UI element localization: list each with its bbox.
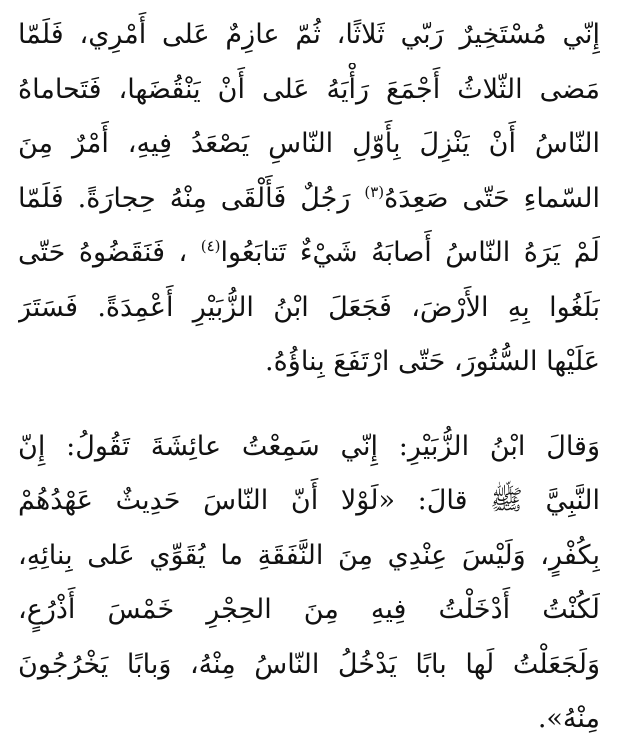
- line-text: بِكُفْرٍ، وَلَيْسَ عِنْدِي مِنَ النَّفَقَةِ ما يُقَوِّي عَلى بِنائِهِ،: [18, 539, 600, 571]
- line-text: بَلَغُوا بِهِ الأَرْضَ، فَجَعَلَ ابْنُ الزُّبَيْرِ أَعْمِدَةً. فَسَتَرَ: [18, 291, 600, 323]
- text-line: [18, 63, 600, 118]
- text-line: [18, 474, 600, 529]
- line-text: لَمْ يَرَهُ النّاسُ أَصابَهُ شَيْءٌ تَتابَعُوا: [220, 237, 600, 268]
- paragraph-1: [18, 8, 600, 390]
- footnote-marker: (٣): [364, 182, 385, 201]
- line-text: لَكُنْتُ أَدْخَلْتُ فِيهِ مِنَ الحِجْرِ خَمْسَ أَذْرُعٍ،: [18, 594, 600, 625]
- text-line: [18, 117, 600, 172]
- line-text: رَجُلٌ فَأَلْقَى مِنْهُ حِجارَةً. فَلَمّا: [18, 182, 365, 214]
- line-text: وَقالَ ابْنُ الزُّبَيْرِ: إِنّي سَمِعْتُ عائِشَةَ تَقُولُ: إِنّ: [18, 430, 600, 462]
- line-text: السّماءِ حَتّى صَعِدَهُ: [384, 182, 600, 214]
- line-text: ، فَنَقَضُوهُ حَتّى: [18, 237, 201, 268]
- line-text: مِنْهُ».: [537, 703, 600, 734]
- text-line: [18, 281, 600, 336]
- text-line: [18, 226, 600, 281]
- line-text: النَّبِيَّ ﷺ قالَ: «لَوْلا أَنّ النّاسَ حَدِيثٌ عَهْدُهُمْ: [18, 485, 600, 516]
- text-line: [18, 692, 600, 747]
- paragraph-2: [18, 420, 600, 747]
- text-line: [18, 529, 600, 584]
- line-text: عَلَيْها السُّتُورَ، حَتّى ارْتَفَعَ بِناؤُهُ.: [265, 346, 600, 377]
- line-text: النّاسُ أَنْ يَنْزِلَ بِأَوّلِ النّاسِ يَصْعَدُ فِيهِ، أَمْرٌ مِنَ: [18, 128, 600, 159]
- text-line: [18, 8, 600, 63]
- text-line: [18, 583, 600, 638]
- text-line: [18, 172, 600, 227]
- footnote-marker: (٤): [200, 237, 221, 255]
- line-text: مَضى الثّلاثُ أَجْمَعَ رَأْيَهُ عَلى أَنْ يَنْقُضَها، فَتَحاماهُ: [18, 73, 600, 105]
- text-line: [18, 638, 600, 693]
- text-line: [18, 335, 600, 390]
- line-text: إِنّي مُسْتَخِيرٌ رَبّي ثَلاثًا، ثُمّ عازِمٌ عَلى أَمْرِي، فَلَمّا: [18, 19, 600, 50]
- line-text: وَلَجَعَلْتُ لَها بابًا يَدْخُلُ النّاسُ مِنْهُ، وَبابًا يَخْرُجُونَ: [18, 648, 600, 680]
- text-line: [18, 420, 600, 475]
- paragraph-gap: [18, 390, 600, 420]
